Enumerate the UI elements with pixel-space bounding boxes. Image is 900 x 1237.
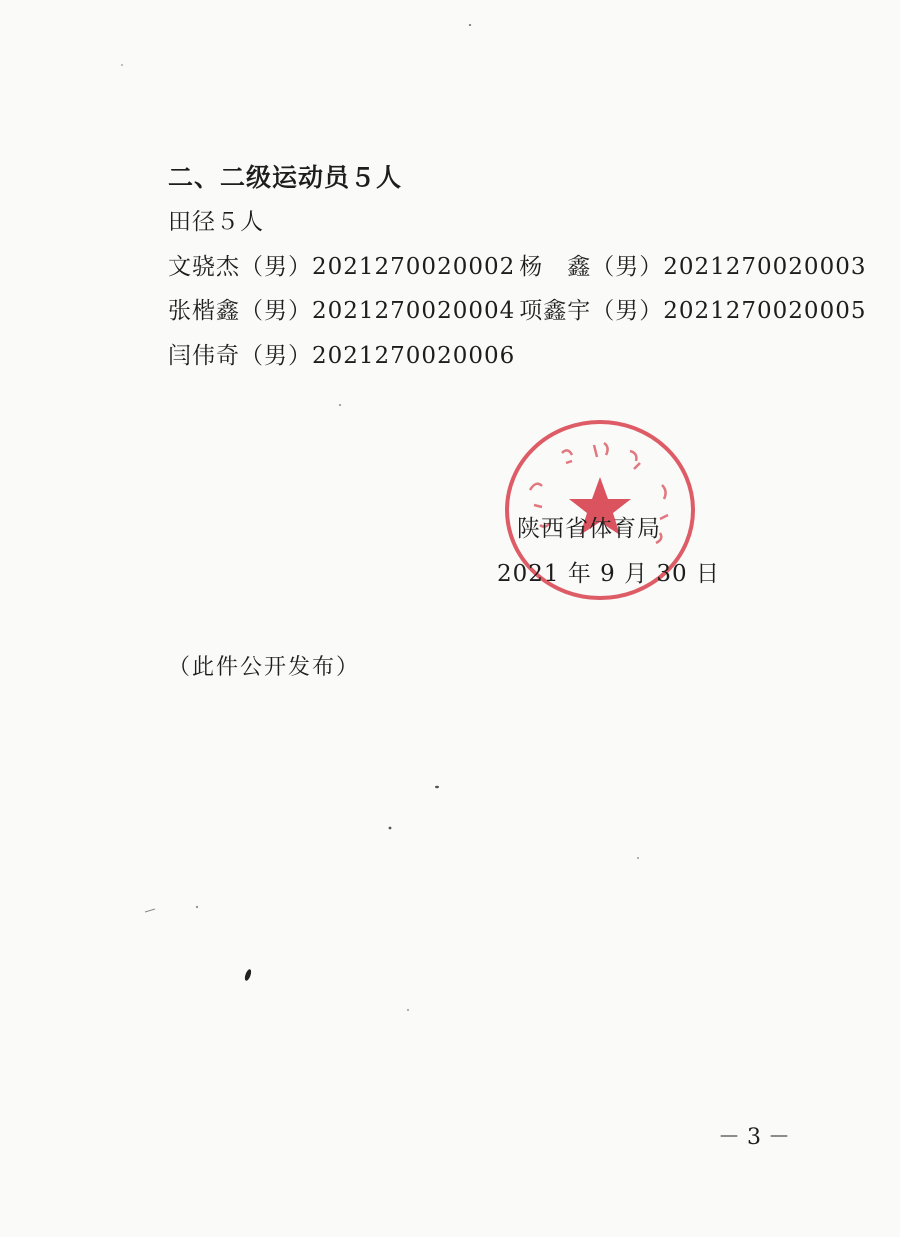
page-number: － 3 －	[718, 1125, 790, 1150]
athlete-entry: 张楷鑫（男）2021270020004	[168, 298, 516, 324]
athlete-entry: 杨 鑫（男）2021270020003	[519, 254, 867, 280]
issuer-name: 陕西省体育局	[517, 516, 661, 542]
category-line: 田径５人	[168, 209, 264, 235]
publication-note: （此件公开发布）	[168, 655, 361, 680]
athlete-row	[168, 292, 866, 325]
athlete-entry: 项鑫宇（男）2021270020005	[519, 298, 867, 324]
athlete-row	[168, 337, 515, 370]
athlete-entry: 闫伟奇（男）2021270020006	[168, 343, 516, 369]
athlete-entry: 文骁杰（男）2021270020002	[168, 254, 516, 280]
section-heading: 二、二级运动员５人	[168, 163, 403, 192]
athlete-row	[168, 248, 866, 281]
issue-date: 2021 年 9 月 30 日	[497, 561, 720, 587]
